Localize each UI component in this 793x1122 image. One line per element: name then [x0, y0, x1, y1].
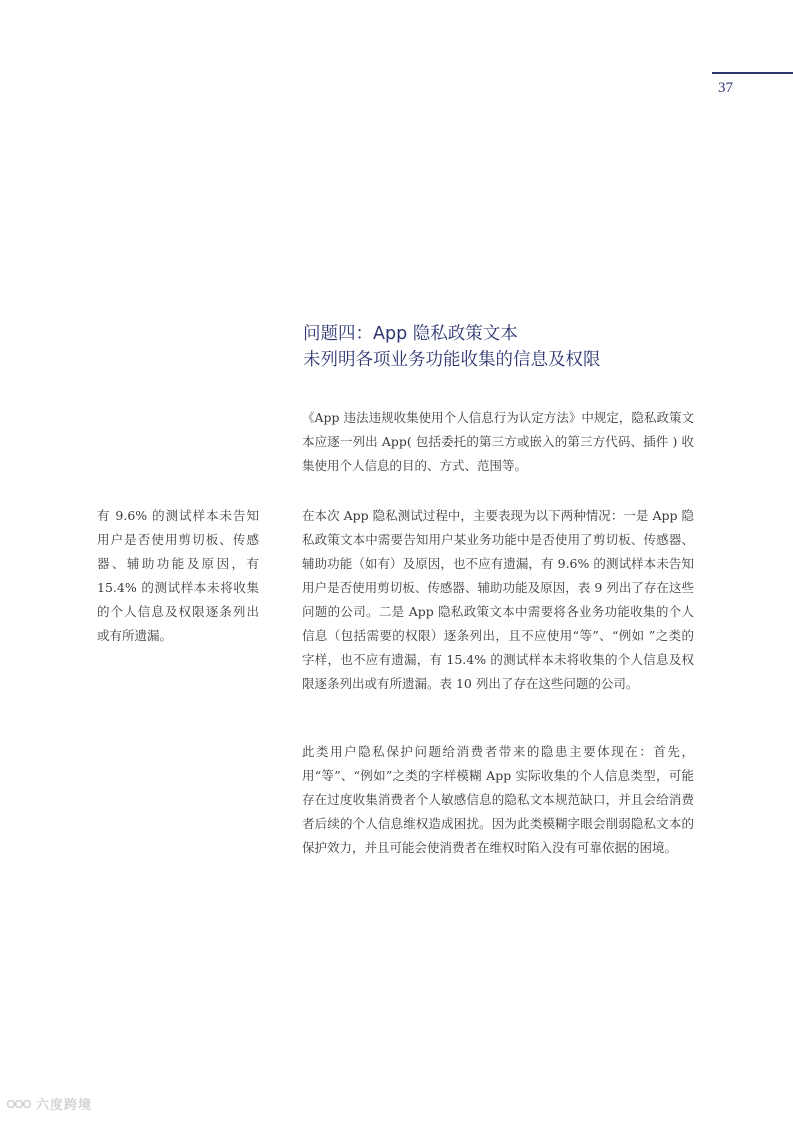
watermark-logo-icon [6, 1097, 32, 1111]
section-heading [303, 321, 723, 373]
body-paragraph-3: 此类用户隐私保护问题给消费者带来的隐患主要体现在：首先，用“等”、“例如”之类的字样模糊 App 实际收集的个人信息类型，可能存在过度收集消费者个人敏感信息的隐私文本规范缺口，并且会给消费者后续的个人信息维权造成困扰。因为此类模糊字眼会削弱隐私文本的保护效力，并且可能会使消费者在维权时陷入没有可靠依据的困境。 [302, 744, 694, 855]
body-paragraph-1: 《App 违法违规收集使用个人信息行为认定方法》中规定，隐私政策文本应逐一列出 App( 包括委托的第三方或嵌入的第三方代码、插件 ) 收集使用个人信息的目的、方式、范围等。 [302, 410, 694, 473]
watermark [6, 1094, 92, 1113]
section-heading-line-1: 问题四：App 隐私政策文本 [303, 324, 518, 344]
watermark-text: 六度跨境 [36, 1098, 93, 1113]
body-paragraph-2: 在本次 App 隐私测试过程中，主要表现为以下两种情况：一是 App 隐私政策文本中需要告知用户某业务功能中是否使用了剪切板、传感器、辅助功能（如有）及原因，也不应有遗漏，有 9.6% 的测试样本未告知用户是否使用剪切板、传感器、辅助功能及原因，表 9 列出了存在这些问题的公司。二是 App 隐私政策文本中需要将各业务功能收集的个人信息（包括需要的权限）逐条列出，且不应使用“等”、“例如 ”之类的字样，也不应有遗漏，有 15.4% 的测试样本未将收集的个人信息及权限逐条列出或有所遗漏。表 10 列出了存在这些问题的公司。 [302, 508, 694, 691]
page-number-rule [712, 72, 793, 74]
page-number: 37 [718, 80, 733, 96]
section-heading-line-2: 未列明各项业务功能收集的信息及权限 [303, 350, 601, 370]
sidebar-pull-quote: 有 9.6% 的测试样本未告知用户是否使用剪切板、传感器、辅助功能及原因，有 15.4% 的测试样本未将收集的个人信息及权限逐条列出或有所遗漏。 [97, 508, 259, 643]
